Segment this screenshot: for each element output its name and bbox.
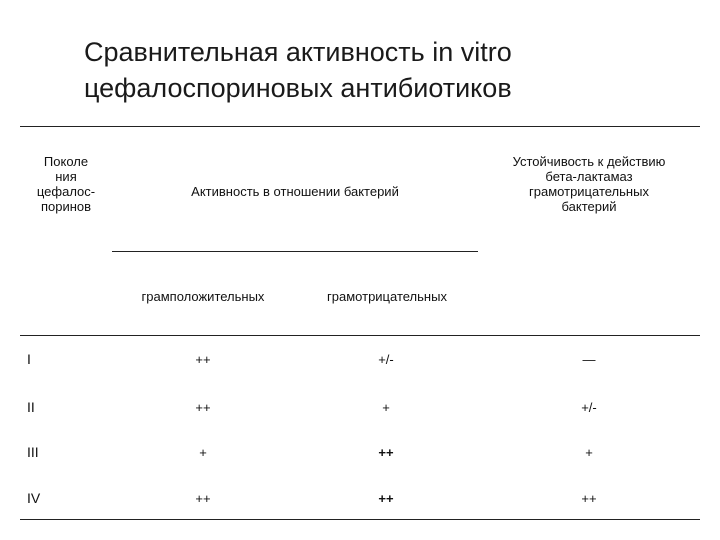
header-bottom-rule <box>20 335 700 336</box>
header-resistance-line: бактерий <box>561 199 617 214</box>
cell-gram-positive: + <box>199 445 207 460</box>
header-resistance-line: грамотрицательных <box>529 184 649 199</box>
slide-title <box>84 34 684 106</box>
row-generation: II <box>27 399 35 415</box>
cell-resistance: + <box>585 445 593 460</box>
cell-gram-negative: ++ <box>378 445 394 460</box>
header-gram-negative: грамотрицательных <box>327 289 447 304</box>
header-resistance-line: Устойчивость к действию <box>512 154 666 169</box>
cell-gram-negative: ++ <box>378 491 394 506</box>
header-generation <box>20 154 112 214</box>
row-generation: III <box>27 444 39 460</box>
cell-resistance: ++ <box>581 491 597 506</box>
header-resistance-line: бета-лактамаз <box>545 169 633 184</box>
row-generation: IV <box>27 490 41 506</box>
cell-gram-negative: +/- <box>378 352 394 367</box>
activity-subheader-rule <box>112 251 478 252</box>
cell-resistance: — <box>582 352 596 367</box>
table-bottom-rule <box>20 519 700 520</box>
header-generation-line: цефалос- <box>36 184 96 199</box>
header-resistance <box>478 154 700 214</box>
header-activity: Активность в отношении бактерий <box>191 184 399 199</box>
title-line-1: Сравнительная активность in vitro <box>84 37 512 67</box>
table-top-rule <box>20 126 700 127</box>
header-gram-positive: грамположительных <box>141 289 265 304</box>
cell-gram-positive: ++ <box>195 491 211 506</box>
header-generation-line: Поколе <box>43 154 89 169</box>
cell-resistance: +/- <box>581 400 597 415</box>
cell-gram-positive: ++ <box>195 352 211 367</box>
cell-gram-negative: + <box>382 400 390 415</box>
header-generation-line: ния <box>55 169 77 184</box>
header-generation-line: поринов <box>40 199 92 214</box>
row-generation: I <box>27 351 31 367</box>
title-line-2: цефалоспориновых антибиотиков <box>84 73 512 103</box>
cell-gram-positive: ++ <box>195 400 211 415</box>
